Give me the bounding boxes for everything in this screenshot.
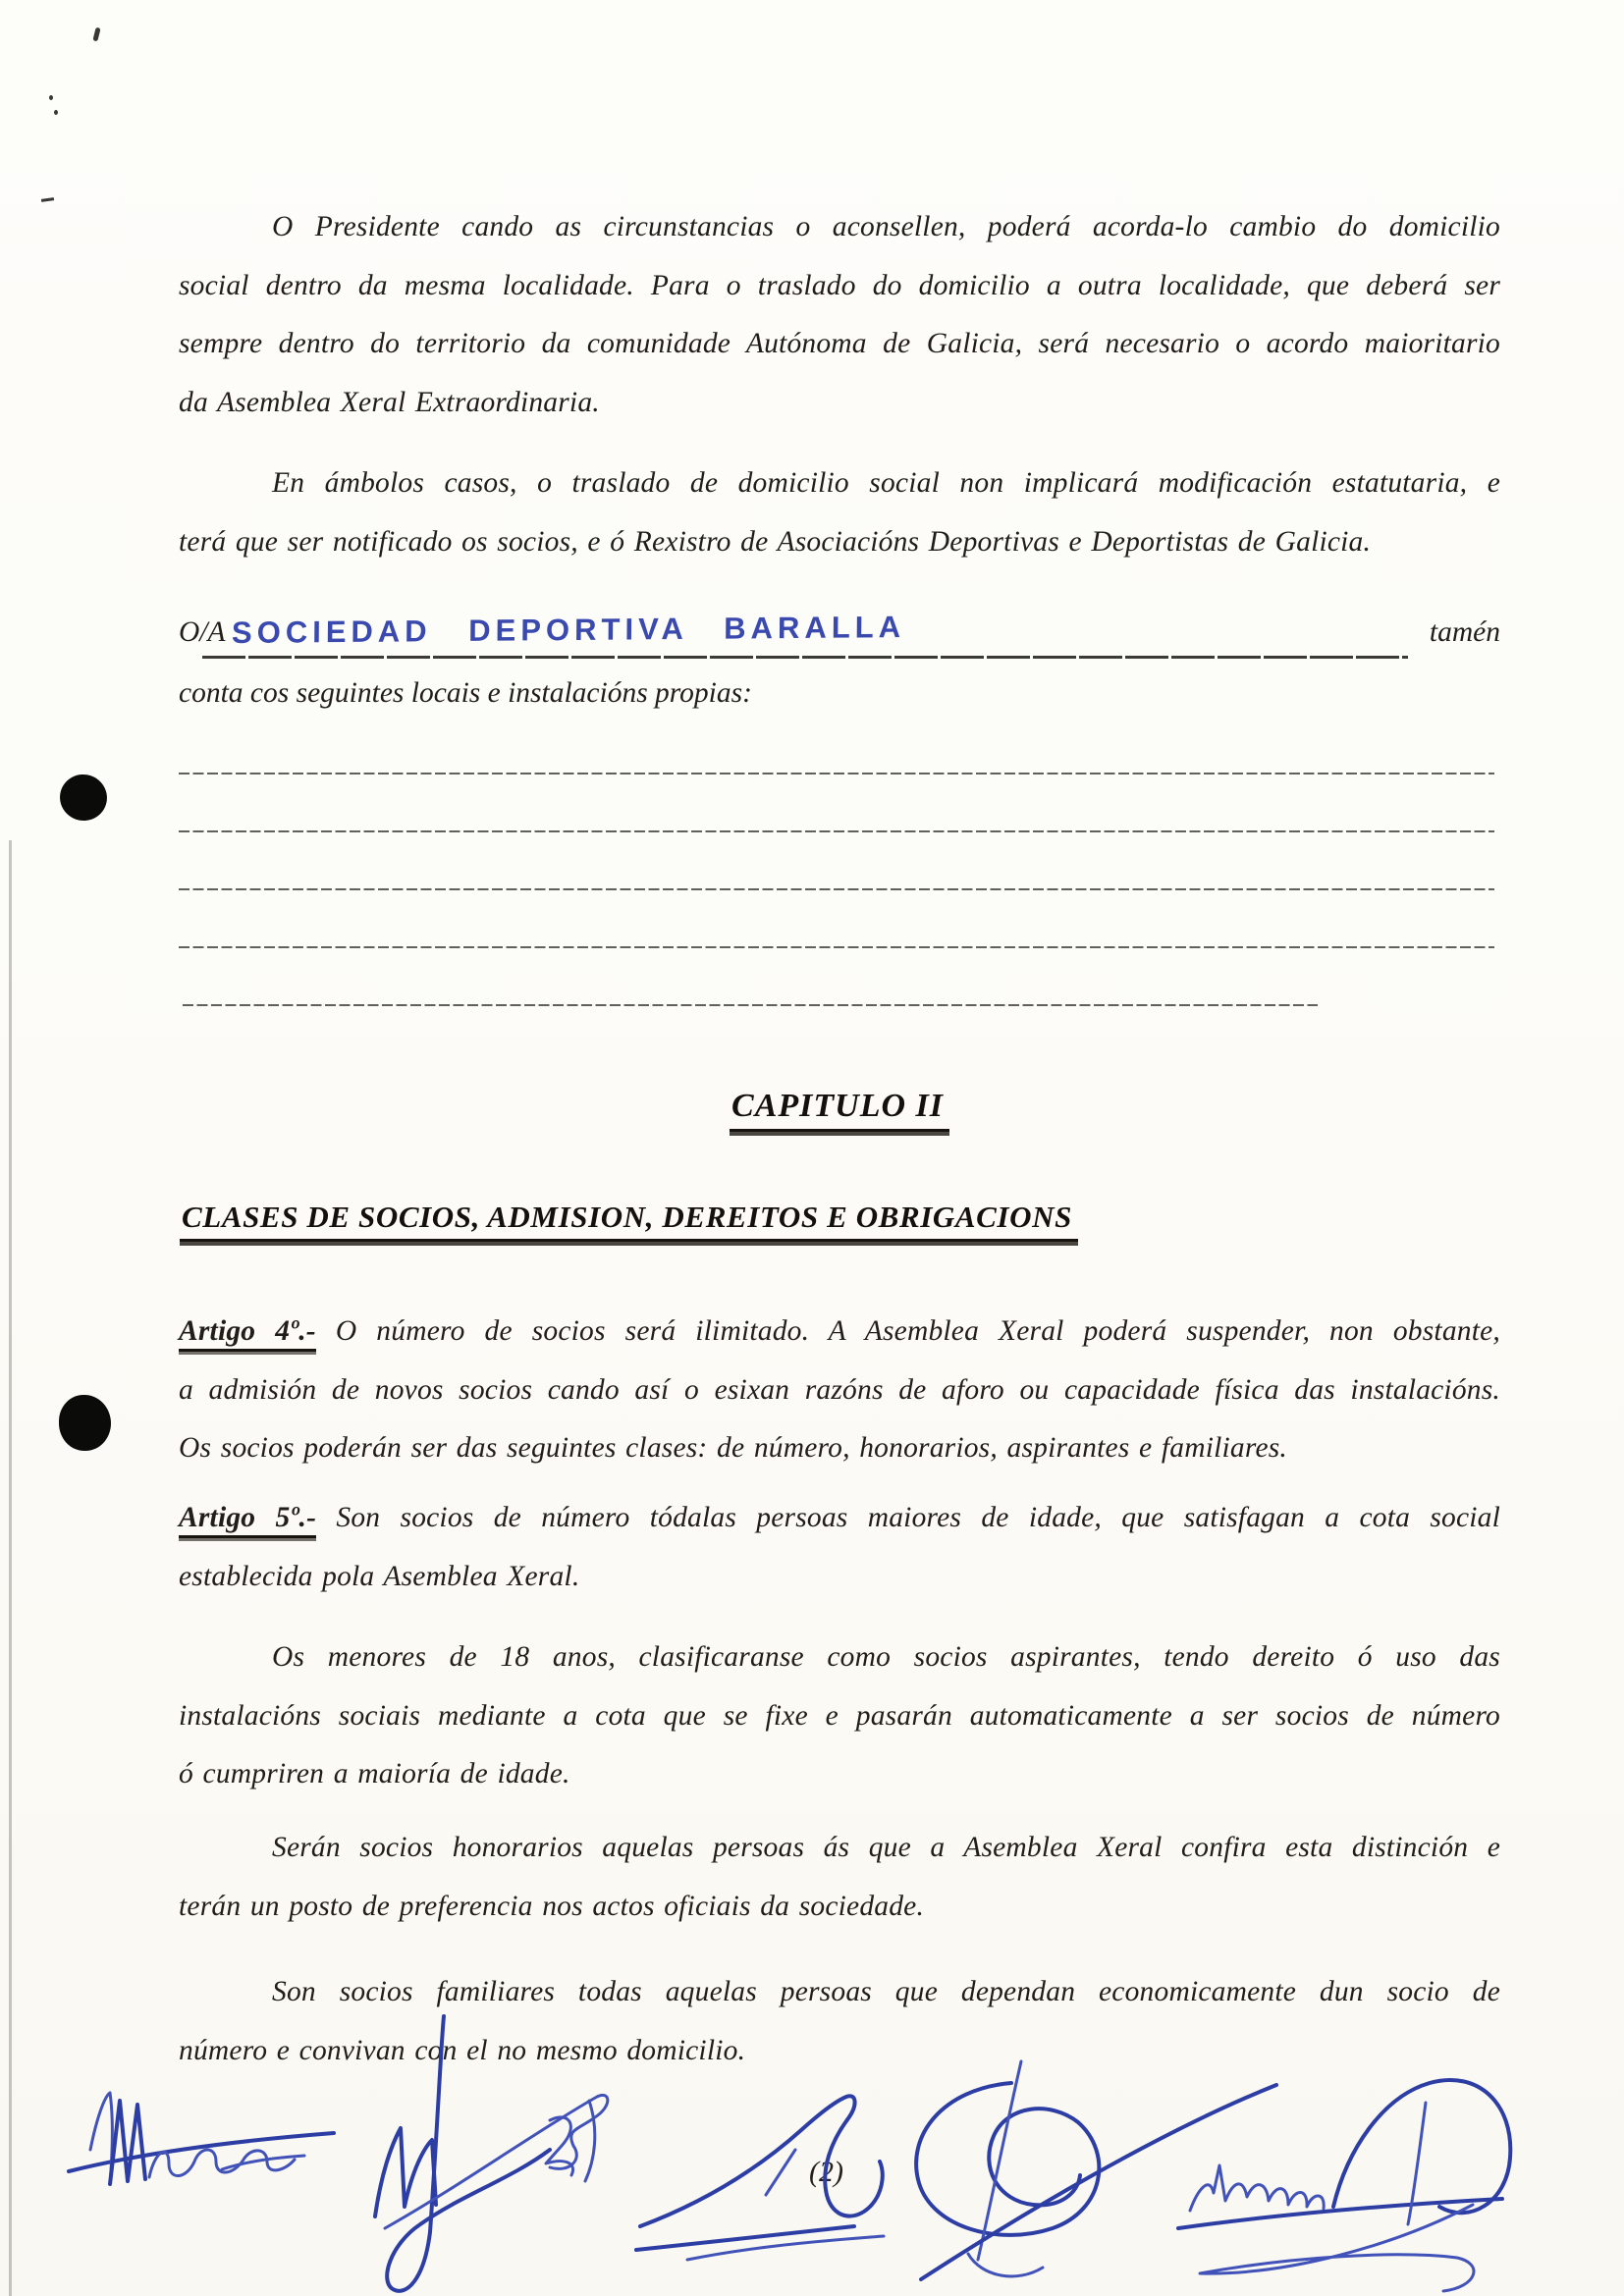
blank-fill-line [179,946,1494,948]
article-5-label: Artigo 5º.- [179,1502,316,1538]
page-number: (2) [809,2156,843,2188]
article-4-label: Artigo 4º.- [179,1315,316,1352]
text-line: En ámbolos casos, o traslado de domicilio social non implicará modificación estatutaria, e [272,467,1500,499]
article-5-line1: Son socios de número tódalas persoas maiores de idade, que satisfagan a cota social [336,1502,1501,1533]
signature-3 [636,2096,884,2260]
signature-2 [375,2016,608,2291]
article-5 [179,1489,1500,1606]
text-line: sempre dentro do territorio da comunidade Autónoma de Galicia, será necesario o acordo maioritario [179,328,1500,360]
article-4 [179,1303,1500,1478]
fill-continuation: conta cos seguintes locais e instalacións propias: [179,677,752,709]
article-4-line1: O número de socios será ilimitado. A Asemblea Xeral poderá suspender, non obstante, [335,1315,1500,1347]
hole-punch-mark [54,769,113,828]
fill-in-underline [202,656,1408,659]
text-line: Serán socios honorarios aquelas persoas ás que a Asemblea Xeral confira esta distinción e [272,1832,1500,1863]
text-line: Os menores de 18 anos, clasificaranse como socios aspirantes, tendo dereito ó uso das [272,1641,1500,1673]
text-line [179,1489,1500,1548]
paragraph-minors [179,1629,1500,1804]
chapter-title-text: CAPITULO II [730,1088,949,1132]
fill-prefix: O/A [179,616,226,648]
fill-suffix: tamén [1429,616,1500,648]
text-line: a admisión de novos socios cando así o esixan razóns de aforo ou capacidade física das instalacións. [179,1373,1500,1406]
signatures [0,2002,1624,2296]
blank-fill-line [183,1004,1318,1006]
blank-fill-line [179,888,1494,890]
scan-speck [41,197,54,202]
handwritten-society-name: SOCIEDAD DEPORTIVA BARALLA [231,610,906,650]
signature-5 [1178,2080,1510,2291]
text-line: terá que ser notificado os socios, e ó Rexistro de Asociacións Deportivas e Deportistas de Galicia. [179,525,1372,558]
paragraph-honorary [179,1819,1500,1936]
text-line [179,1303,1500,1362]
text-line: número e convivan con el no mesmo domicilio. [179,2034,746,2066]
scan-speck [54,110,58,115]
text-line: establecida pola Asemblea Xeral. [179,1560,580,1592]
text-line: da Asemblea Xeral Extraordinaria. [179,386,600,418]
paragraph-domicilio [179,198,1500,432]
signature-1 [69,2093,334,2184]
hole-punch-mark [59,1395,111,1451]
signature-4 [916,2061,1276,2279]
section-heading-text: CLASES DE SOCIOS, ADMISION, DEREITOS E OBRIGACIONS [180,1200,1078,1242]
text-line: Os socios poderán ser das seguintes clases: de número, honorarios, aspirantes e familiares. [179,1432,1288,1465]
blank-fill-line [179,773,1494,774]
blank-fill-line [179,830,1494,832]
scan-speck [92,27,100,42]
paragraph-traslado [179,454,1500,571]
text-line: Son socios familiares todas aquelas persoas que dependan economicamente dun socio de [272,1976,1500,2007]
chapter-title [550,1088,1129,1125]
text-line: instalacións sociais mediante a cota que se fixe e pasarán automaticamente a ser socios de número [179,1699,1500,1732]
text-line: ó cumpriren a maioría de idade. [179,1758,570,1790]
scan-speck [49,95,53,100]
section-heading [180,1200,1078,1235]
text-line: O Presidente cando as circunstancias o aconsellen, poderá acorda-lo cambio do domicilio [272,211,1500,242]
text-line: terán un posto de preferencia nos actos oficiais da sociedade. [179,1890,925,1922]
text-line: social dentro da mesma localidade. Para o traslado do domicilio a outra localidade, que deberá ser [179,269,1500,301]
